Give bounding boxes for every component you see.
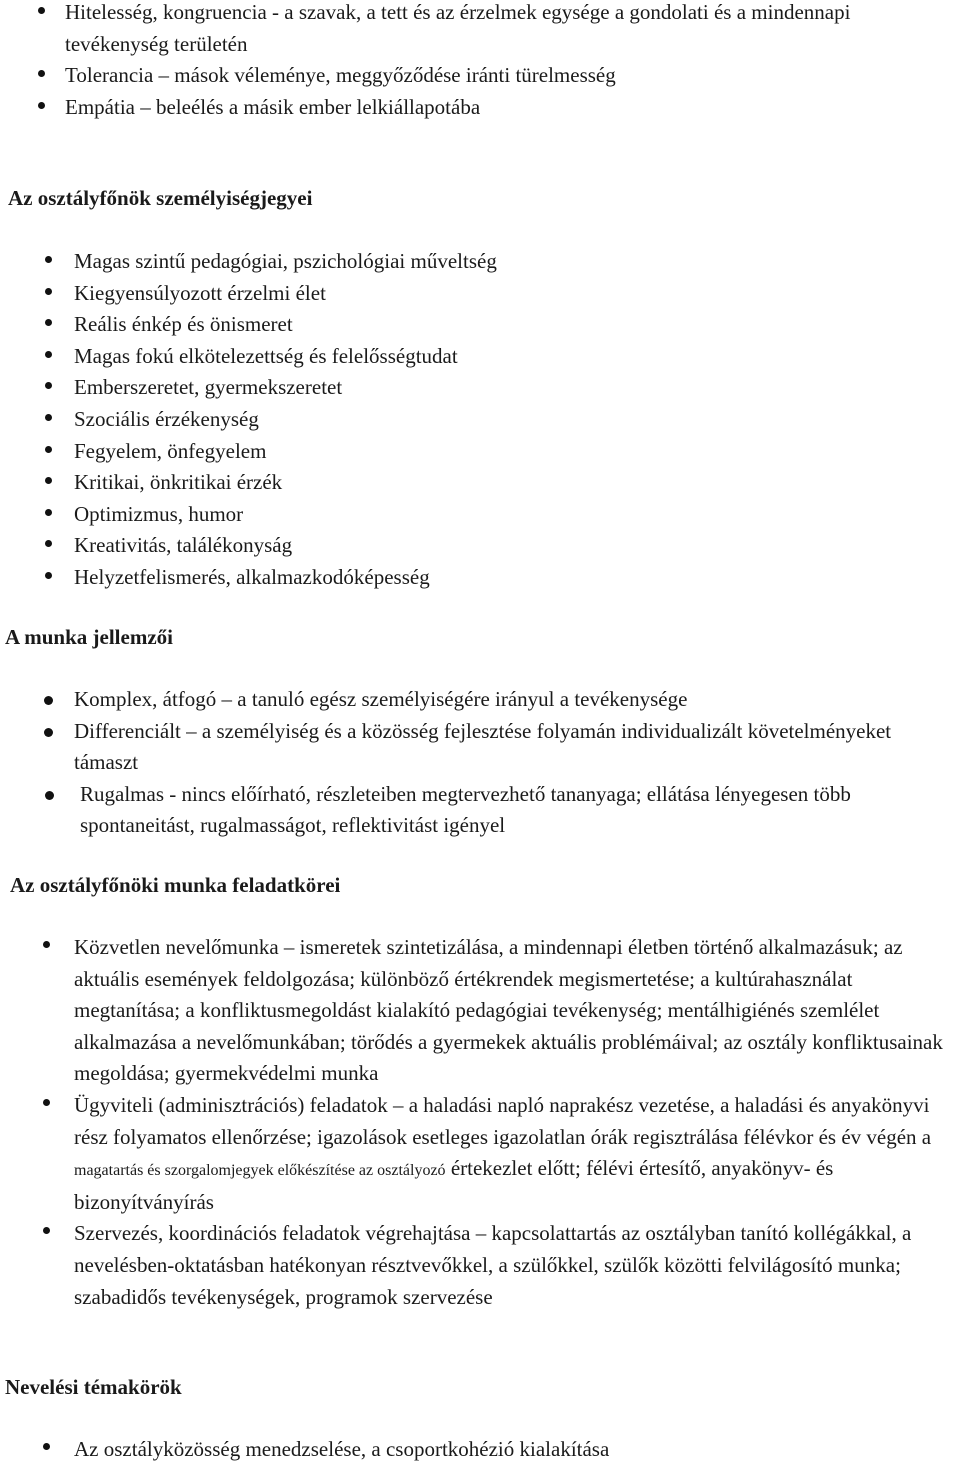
- bullet-icon: [44, 696, 53, 705]
- list-item: [0, 1218, 960, 1313]
- list-item-text: Emberszeretet, gyermekszeretet: [74, 375, 343, 400]
- list-item-text: [74, 1090, 954, 1218]
- list-item: [0, 684, 960, 716]
- bullet-icon: [45, 540, 52, 547]
- list-item: [0, 309, 960, 341]
- list-item: [0, 341, 960, 373]
- list-item: [0, 932, 960, 1090]
- bullet-icon: [43, 1099, 50, 1106]
- list-item: [0, 436, 960, 468]
- bullet-icon: [45, 791, 54, 800]
- list-item: [0, 372, 960, 404]
- bullet-icon: [45, 414, 52, 421]
- values-list: [0, 0, 960, 123]
- list-item-text: Kritikai, önkritikai érzék: [74, 470, 283, 495]
- bullet-icon: [45, 319, 52, 326]
- list-item-text: Rugalmas - nincs előírható, részleteiben megtervezhető tananyaga; ellátása lényegesen több spontaneitást, rugalmasságot, reflektivitást igényel: [80, 781, 851, 838]
- bullet-icon: [38, 70, 45, 77]
- list-item: [0, 92, 960, 124]
- list-item: [0, 779, 960, 842]
- work-characteristics-list: [0, 684, 960, 842]
- list-item: [0, 1434, 960, 1466]
- bullet-icon: [38, 102, 45, 109]
- list-item-text: Fegyelem, önfegyelem: [74, 438, 267, 463]
- section-heading-personality: Az osztályfőnök személyiségjegyei: [8, 186, 313, 210]
- list-item: [0, 562, 960, 594]
- list-item-text: Komplex, átfogó – a tanuló egész személyiségére irányul a tevékenysége: [74, 687, 688, 711]
- bullet-icon: [38, 7, 45, 14]
- bullet-icon: [43, 1443, 50, 1450]
- list-item: [0, 0, 960, 60]
- list-item-text: Tolerancia – mások véleménye, meggyőződése iránti türelmesség: [65, 63, 616, 88]
- list-item: [0, 530, 960, 562]
- list-item-text: Reális énkép és önismeret: [74, 312, 293, 337]
- list-item-text: Magas fokú elkötelezettség és felelősségtudat: [74, 343, 458, 368]
- personality-traits-list: [0, 246, 960, 594]
- bullet-icon: [45, 509, 52, 516]
- list-item-text: Magas szintű pedagógiai, pszichológiai műveltség: [74, 249, 497, 273]
- topics-list: [0, 1434, 960, 1466]
- list-item-text: Empátia – beleélés a másik ember lelkiállapotába: [65, 94, 481, 119]
- list-item: [0, 1090, 960, 1218]
- bullet-icon: [43, 1227, 50, 1234]
- bullet-icon: [44, 728, 53, 737]
- list-item-text: Helyzetfelismerés, alkalmazkodóképesség: [74, 564, 430, 589]
- list-item: [0, 716, 960, 779]
- list-item-text-part: Ügyviteli (adminisztrációs) feladatok – a haladási napló naprakész vezetése, a haladási és anyakönyvi rész folyamatos ellenőrzése; igazolások esetleges igazolatlan órák regisztrálása félévkor és év végén a: [74, 1092, 932, 1149]
- bullet-icon: [45, 477, 52, 484]
- list-item-text: Optimizmus, humor: [74, 501, 244, 526]
- bullet-icon: [45, 288, 52, 295]
- section-heading-work-characteristics: A munka jellemzői: [5, 625, 173, 649]
- list-item-text-part: értekezlet előtt; félévi értesítő, anyakönyv- és bizonyítványírás: [74, 1156, 834, 1214]
- list-item-text: Kreativitás, találékonyság: [74, 533, 293, 558]
- bullet-icon: [45, 382, 52, 389]
- list-item: [0, 60, 960, 92]
- section-heading-tasks: Az osztályfőnöki munka feladatkörei: [10, 873, 341, 897]
- bullet-icon: [45, 256, 52, 263]
- bullet-icon: [45, 351, 52, 358]
- list-item-text: Differenciált – a személyiség és a közösség fejlesztése folyamán individualizált követelményeket támaszt: [74, 718, 892, 775]
- list-item: [0, 404, 960, 436]
- tasks-list: [0, 932, 960, 1313]
- list-item-text: Hitelesség, kongruencia - a szavak, a tett és az érzelmek egysége a gondolati és a mindennapi tevékenység területén: [65, 0, 851, 56]
- list-item: [0, 246, 960, 278]
- list-item-text-small: magatartás és szorgalomjegyek előkészítése az osztályozó: [74, 1162, 446, 1180]
- bullet-icon: [45, 446, 52, 453]
- section-heading-topics: Nevelési témakörök: [5, 1375, 182, 1399]
- list-item-text: Szociális érzékenység: [74, 406, 259, 431]
- list-item-text: Szervezés, koordinációs feladatok végrehajtása – kapcsolattartás az osztályban tanító kollégákkal, a nevelésben-oktatásban hatékonyan résztvevőkkel, a szülőkkel, szülők közötti felvilágosító munka; szabadidős tevékenységek, programok szervezése: [74, 1221, 912, 1309]
- bullet-icon: [43, 941, 50, 948]
- list-item-text: Az osztályközösség menedzselése, a csoportkohézió kialakítása: [74, 1437, 610, 1461]
- bullet-icon: [45, 572, 52, 579]
- list-item: [0, 499, 960, 531]
- list-item-text: Közvetlen nevelőmunka – ismeretek szintetizálása, a mindennapi életben történő alkalmazásuk; az aktuális események feldolgozása; különböző értékrendek megismertetése; a kultúrahasználat megtanítása; a konfliktusmegoldást kialakító pedagógiai tevékenység; mentálhigiénés szemlélet alkalmazása a nevelőmunkában; törődés a gyermekek aktuális problémáival; az osztály konfliktusainak megoldása; gyermekvédelmi munka: [74, 935, 943, 1086]
- list-item: [0, 278, 960, 310]
- list-item-text: Kiegyensúlyozott érzelmi élet: [74, 280, 326, 305]
- list-item: [0, 467, 960, 499]
